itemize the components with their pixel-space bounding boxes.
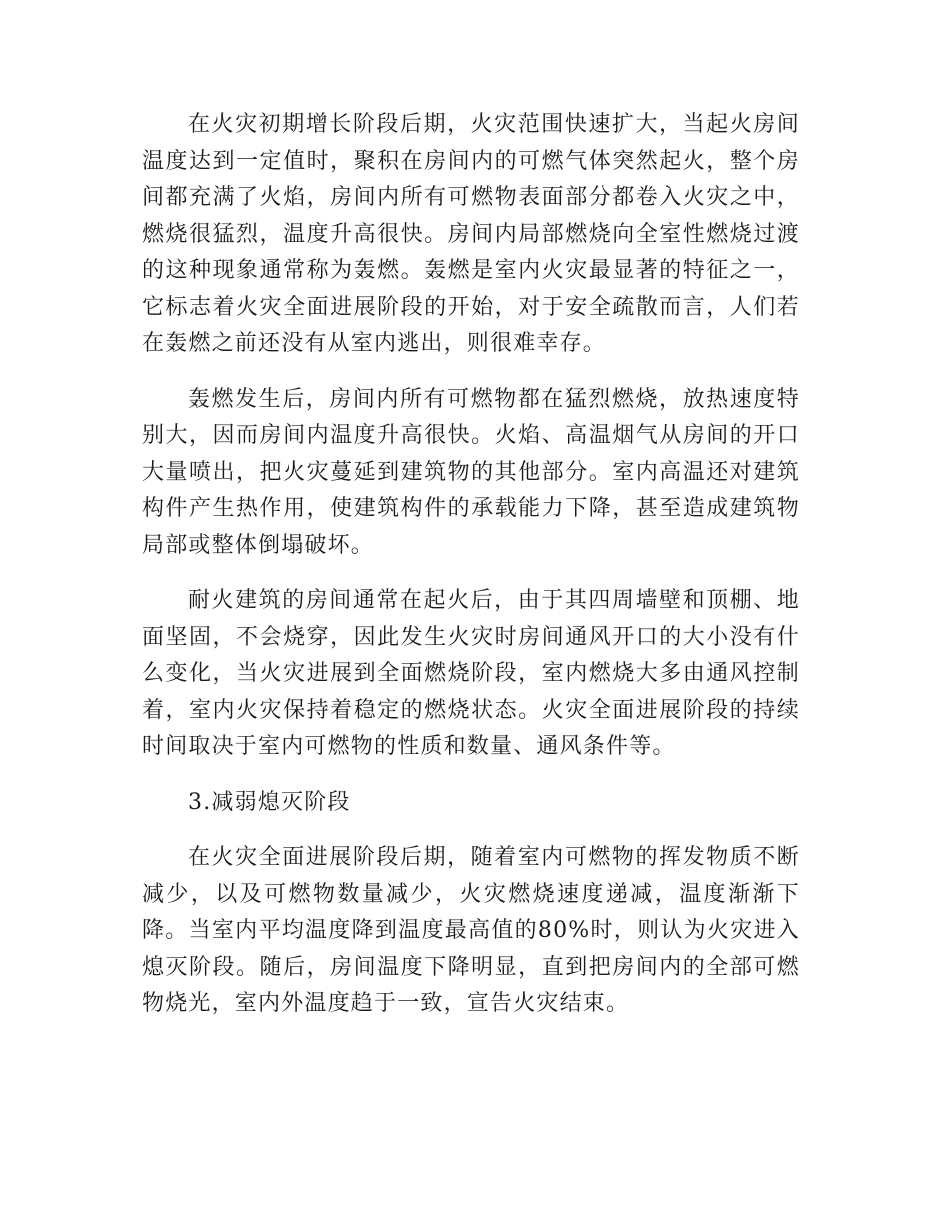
document-body (142, 107, 800, 1042)
section-heading-decay-stage: 3.减弱熄灭阶段 (188, 789, 351, 815)
paragraph-flashover-definition: 在火灾初期增长阶段后期，火灾范围快速扩大，当起火房间温度达到一定值时，聚积在房间内的可燃气体突然起火，整个房间都充满了火焰，房间内所有可燃物表面部分都卷入火灾之中，燃烧很猛烈，温度升高很快。房间内局部燃烧向全室性燃烧过渡的这种现象通常称为轰燃。轰燃是室内火灾最显著的特征之一，它标志着火灾全面进展阶段的开始，对于安全疏散而言，人们若在轰燃之前还没有从室内逃出，则很难幸存。 (142, 112, 800, 356)
paragraph-decay-stage: 在火灾全面进展阶段后期，随着室内可燃物的挥发物质不断减少，以及可燃物数量减少，火灾燃烧速度递减，温度渐渐下降。当室内平均温度降到温度最高值的80%时，则认为火灾进入熄灭阶段。随后，房间温度下降明显，直到把房间内的全部可燃物烧光，室内外温度趋于一致，宣告火灾结束。 (142, 845, 800, 1016)
paragraph-fire-resistant-building: 耐火建筑的房间通常在起火后，由于其四周墙壁和顶棚、地面坚固，不会烧穿，因此发生火灾时房间通风开口的大小没有什么变化，当火灾进展到全面燃烧阶段，室内燃烧大多由通风控制着，室内火灾保持着稳定的燃烧状态。火灾全面进展阶段的持续时间取决于室内可燃物的性质和数量、通风条件等。 (142, 588, 800, 759)
paragraph-after-flashover: 轰燃发生后，房间内所有可燃物都在猛烈燃烧，放热速度特别大，因而房间内温度升高很快。火焰、高温烟气从房间的开口大量喷出，把火灾蔓延到建筑物的其他部分。室内高温还对建筑构件产生热作用，使建筑构件的承载能力下降，甚至造成建筑物局部或整体倒塌破坏。 (142, 386, 800, 558)
